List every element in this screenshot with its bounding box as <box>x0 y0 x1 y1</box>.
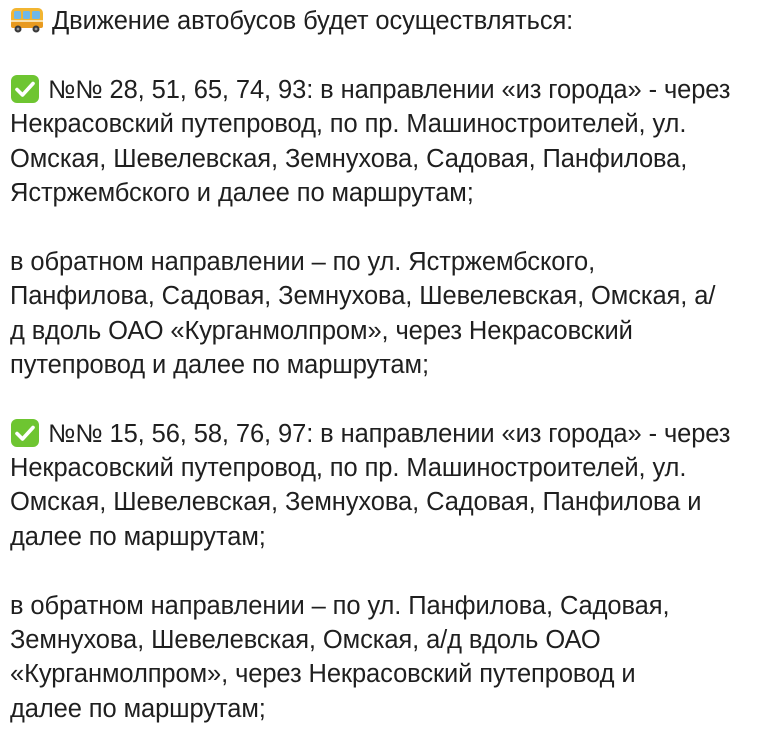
block2-line2: Панфилова, Садовая, Земнухова, Шевелевская, Омская, а/ <box>10 282 716 311</box>
check-mark-button-emoji-icon <box>10 74 40 104</box>
block3-line1 <box>10 417 752 451</box>
block4-line3: «Курганмолпром», через Некрасовский путепровод и <box>10 660 636 689</box>
block2-line3: д вдоль ОАО «Курганмолпром», через Некрасовский <box>10 316 633 345</box>
block1-line3: Омская, Шевелевская, Земнухова, Садовая, Панфилова, <box>10 144 688 173</box>
message-header <box>10 4 752 38</box>
check-mark-button-emoji-icon <box>10 418 40 448</box>
header-text: Движение автобусов будет осуществляться: <box>52 7 574 35</box>
block2-line1: в обратном направлении – по ул. Ястржембского, <box>10 247 596 276</box>
block3-line1-text: №№ 15, 56, 58, 76, 97: в направлении «из города» - через <box>48 419 731 448</box>
spacer <box>10 38 752 72</box>
block3-line2: Некрасовский путепровод, по пр. Машиностроителей, ул. <box>10 454 687 483</box>
block3-line4: далее по маршрутам; <box>10 522 266 551</box>
block1-line4: Ястржембского и далее по маршрутам; <box>10 178 474 207</box>
block1-line1-text: №№ 28, 51, 65, 74, 93: в направлении «из города» - через <box>48 75 731 104</box>
block4-line1: в обратном направлении – по ул. Панфилова, Садовая, <box>10 591 670 620</box>
block1-line2: Некрасовский путепровод, по пр. Машиностроителей, ул. <box>10 110 687 139</box>
spacer <box>10 554 752 588</box>
spacer <box>10 382 752 416</box>
bus-emoji-icon <box>10 7 44 33</box>
block2-line4: путепровод и далее по маршрутам; <box>10 350 429 379</box>
block4-line4: далее по маршрутам; <box>10 694 266 723</box>
block3-line3: Омская, Шевелевская, Земнухова, Садовая, Панфилова и <box>10 488 702 517</box>
block4-line2: Земнухова, Шевелевская, Омская, а/д вдоль ОАО <box>10 626 601 655</box>
block1-line1 <box>10 73 752 107</box>
spacer <box>10 210 752 244</box>
